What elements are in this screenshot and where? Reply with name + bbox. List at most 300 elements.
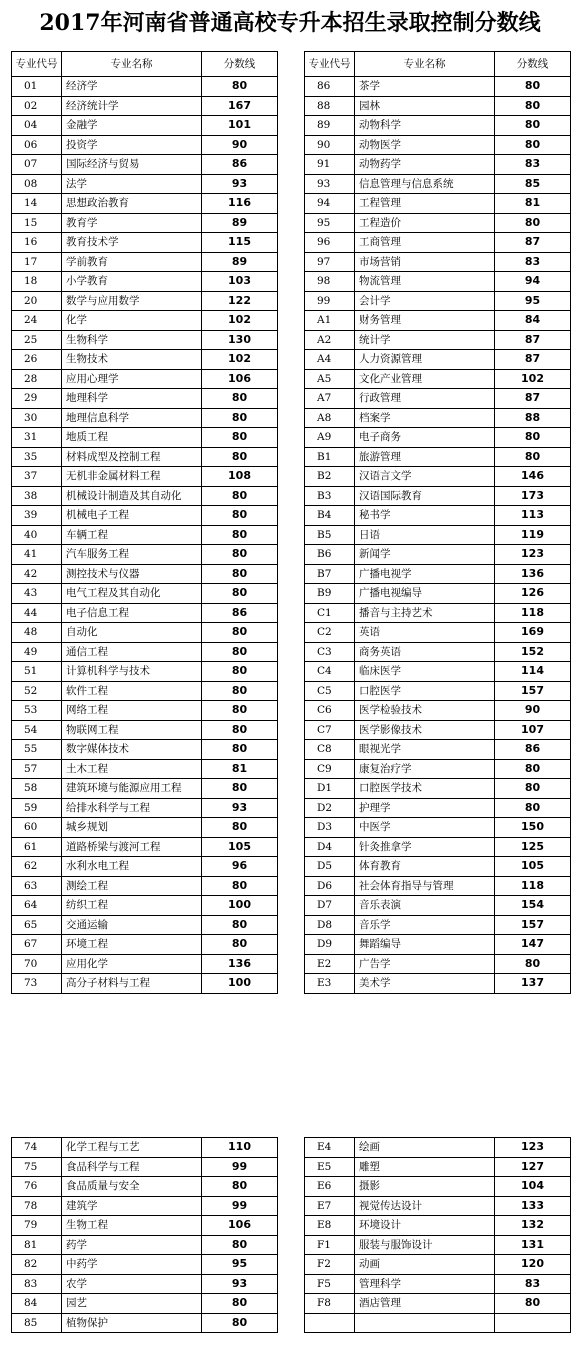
major-name-cell: 秘书学 [355, 506, 495, 526]
major-name-cell: 测绘工程 [62, 876, 202, 896]
page-title: 2017年河南省普通高校专升本招生录取控制分数线 [39, 10, 541, 36]
score-cell: 80 [202, 389, 278, 409]
score-cell: 80 [202, 408, 278, 428]
major-name-cell: 应用化学 [62, 954, 202, 974]
major-code-cell: B3 [305, 486, 355, 506]
score-cell: 80 [202, 1294, 278, 1314]
major-code-cell: 07 [12, 155, 62, 175]
table-row [12, 96, 278, 116]
table-row [305, 77, 571, 97]
major-code-cell: 64 [12, 896, 62, 916]
table-row [305, 116, 571, 136]
table-row [12, 369, 278, 389]
table-row [12, 486, 278, 506]
major-name-cell: 生物科学 [62, 330, 202, 350]
major-name-cell: 生物工程 [62, 1216, 202, 1236]
major-name-cell: 人力资源管理 [355, 350, 495, 370]
table-row [12, 798, 278, 818]
score-cell: 80 [202, 662, 278, 682]
major-name-cell: 计算机科学与技术 [62, 662, 202, 682]
score-cell: 127 [495, 1157, 571, 1177]
table-row [305, 720, 571, 740]
major-code-cell: F2 [305, 1255, 355, 1275]
major-name-cell: 工商管理 [355, 233, 495, 253]
score-cell: 147 [495, 935, 571, 955]
score-cell: 152 [495, 642, 571, 662]
major-name-cell: 食品科学与工程 [62, 1157, 202, 1177]
major-code-cell: 52 [12, 681, 62, 701]
table-row [12, 174, 278, 194]
score-cell: 125 [495, 837, 571, 857]
score-cell: 107 [495, 720, 571, 740]
major-name-cell: 环境设计 [355, 1216, 495, 1236]
major-code-cell: 55 [12, 740, 62, 760]
major-code-cell: B4 [305, 506, 355, 526]
major-name-cell: 工程造价 [355, 213, 495, 233]
major-name-cell: 思想政治教育 [62, 194, 202, 214]
major-code-cell: D9 [305, 935, 355, 955]
major-name-cell: 音乐表演 [355, 896, 495, 916]
table-row [305, 1157, 571, 1177]
score-cell: 115 [202, 233, 278, 253]
score-cell: 126 [495, 584, 571, 604]
table-row [12, 116, 278, 136]
major-name-cell: 地质工程 [62, 428, 202, 448]
table-row [305, 545, 571, 565]
major-name-cell: 广告学 [355, 954, 495, 974]
score-cell: 95 [202, 1255, 278, 1275]
major-code-cell: 44 [12, 603, 62, 623]
major-code-cell: F8 [305, 1294, 355, 1314]
score-cell: 80 [495, 779, 571, 799]
major-code-cell: 01 [12, 77, 62, 97]
score-cell: 80 [202, 720, 278, 740]
major-code-cell: 85 [12, 1313, 62, 1333]
score-cell: 81 [202, 759, 278, 779]
major-name-cell: 机械设计制造及其自动化 [62, 486, 202, 506]
major-code-cell: 04 [12, 116, 62, 136]
major-name-cell: 交通运输 [62, 915, 202, 935]
major-name-cell: 道路桥梁与渡河工程 [62, 837, 202, 857]
major-code-cell: 79 [12, 1216, 62, 1236]
score-cell: 87 [495, 389, 571, 409]
major-name-cell: 统计学 [355, 330, 495, 350]
major-code-cell: 61 [12, 837, 62, 857]
score-cell: 131 [495, 1235, 571, 1255]
score-cell: 80 [202, 935, 278, 955]
major-name-cell: 汉语言文学 [355, 467, 495, 487]
major-name-cell: 动物医学 [355, 135, 495, 155]
table-row [12, 233, 278, 253]
major-code-cell: 24 [12, 311, 62, 331]
table-row [12, 1157, 278, 1177]
score-cell: 86 [495, 740, 571, 760]
table-row [12, 584, 278, 604]
table-row [12, 506, 278, 526]
major-name-cell: 给排水科学与工程 [62, 798, 202, 818]
score-cell: 122 [202, 291, 278, 311]
table-row [305, 233, 571, 253]
major-code-cell: A9 [305, 428, 355, 448]
score-cell: 80 [495, 954, 571, 974]
score-table-right-top [304, 51, 571, 994]
major-name-cell: 中医学 [355, 818, 495, 838]
major-code-cell: C3 [305, 642, 355, 662]
major-code-cell: 59 [12, 798, 62, 818]
table-row [305, 350, 571, 370]
score-cell: 102 [495, 369, 571, 389]
table-row [305, 1313, 571, 1333]
major-code-cell: 15 [12, 213, 62, 233]
major-code-cell: 90 [305, 135, 355, 155]
table-row [305, 174, 571, 194]
table-row [305, 1294, 571, 1314]
score-cell: 157 [495, 915, 571, 935]
table-row [12, 389, 278, 409]
major-name-cell: 体育教育 [355, 857, 495, 877]
major-code-cell: 82 [12, 1255, 62, 1275]
table-row [305, 740, 571, 760]
table-row [12, 642, 278, 662]
header-name: 专业名称 [62, 52, 202, 77]
score-cell: 80 [495, 135, 571, 155]
score-table-left-bottom [11, 1137, 278, 1333]
major-code-cell: 17 [12, 252, 62, 272]
table-row [305, 369, 571, 389]
table-row [12, 272, 278, 292]
table-row [12, 623, 278, 643]
table-row [305, 155, 571, 175]
table-row [12, 1255, 278, 1275]
score-cell: 133 [495, 1196, 571, 1216]
major-code-cell: E8 [305, 1216, 355, 1236]
major-code-cell: 37 [12, 467, 62, 487]
major-code-cell: A8 [305, 408, 355, 428]
major-code-cell: 51 [12, 662, 62, 682]
major-name-cell: 法学 [62, 174, 202, 194]
table-row [12, 1196, 278, 1216]
table-row [305, 935, 571, 955]
major-name-cell: 小学教育 [62, 272, 202, 292]
major-code-cell: 20 [12, 291, 62, 311]
score-cell: 101 [202, 116, 278, 136]
score-cell: 99 [202, 1157, 278, 1177]
score-cell: 100 [202, 974, 278, 994]
table-row [305, 896, 571, 916]
score-cell: 146 [495, 467, 571, 487]
header-score: 分数线 [495, 52, 571, 77]
major-code-cell: D8 [305, 915, 355, 935]
major-code-cell: 96 [305, 233, 355, 253]
score-cell: 80 [202, 740, 278, 760]
table-row [12, 467, 278, 487]
score-cell: 80 [202, 1235, 278, 1255]
table-row [305, 506, 571, 526]
major-code-cell: D4 [305, 837, 355, 857]
score-cell: 114 [495, 662, 571, 682]
major-name-cell: 电子商务 [355, 428, 495, 448]
major-name-cell: 舞蹈编导 [355, 935, 495, 955]
table-row [12, 681, 278, 701]
major-name-cell: 教育学 [62, 213, 202, 233]
major-name-cell: 汉语国际教育 [355, 486, 495, 506]
table-row [12, 428, 278, 448]
score-cell: 80 [495, 428, 571, 448]
major-code-cell: D3 [305, 818, 355, 838]
major-code-cell: D5 [305, 857, 355, 877]
major-name-cell: 环境工程 [62, 935, 202, 955]
score-cell: 80 [202, 545, 278, 565]
table-row [12, 876, 278, 896]
score-cell: 80 [495, 798, 571, 818]
major-name-cell: 纺织工程 [62, 896, 202, 916]
major-name-cell: 音乐学 [355, 915, 495, 935]
score-cell: 80 [202, 486, 278, 506]
major-code-cell: 48 [12, 623, 62, 643]
major-name-cell: 材料成型及控制工程 [62, 447, 202, 467]
score-cell: 157 [495, 681, 571, 701]
major-name-cell: 商务英语 [355, 642, 495, 662]
major-code-cell: 26 [12, 350, 62, 370]
table-row [305, 915, 571, 935]
major-name-cell: 植物保护 [62, 1313, 202, 1333]
major-name-cell: 美术学 [355, 974, 495, 994]
major-code-cell: 86 [305, 77, 355, 97]
major-name-cell: 口腔医学 [355, 681, 495, 701]
score-table-left-top [11, 51, 278, 994]
major-code-cell: 67 [12, 935, 62, 955]
major-name-cell: 机械电子工程 [62, 506, 202, 526]
major-code-cell: 58 [12, 779, 62, 799]
major-name-cell: 经济学 [62, 77, 202, 97]
major-name-cell: 管理科学 [355, 1274, 495, 1294]
score-cell: 80 [202, 77, 278, 97]
major-code-cell: A5 [305, 369, 355, 389]
score-cell: 83 [495, 1274, 571, 1294]
score-cell: 80 [202, 584, 278, 604]
table-row [305, 954, 571, 974]
major-name-cell: 眼视光学 [355, 740, 495, 760]
major-code-cell: 63 [12, 876, 62, 896]
score-cell: 83 [495, 155, 571, 175]
table-row [305, 623, 571, 643]
table-row [12, 311, 278, 331]
table-row [305, 194, 571, 214]
major-name-cell: 数字媒体技术 [62, 740, 202, 760]
table-row [305, 252, 571, 272]
score-cell: 87 [495, 350, 571, 370]
table-row [305, 408, 571, 428]
table-row [12, 408, 278, 428]
score-cell: 167 [202, 96, 278, 116]
major-name-cell: 测控技术与仪器 [62, 564, 202, 584]
score-cell: 130 [202, 330, 278, 350]
major-code-cell: 78 [12, 1196, 62, 1216]
major-code-cell: 76 [12, 1177, 62, 1197]
major-name-cell: 行政管理 [355, 389, 495, 409]
score-cell: 80 [202, 525, 278, 545]
table-row [305, 974, 571, 994]
major-name-cell: 应用心理学 [62, 369, 202, 389]
major-code-cell: 83 [12, 1274, 62, 1294]
table-row [305, 662, 571, 682]
score-cell: 150 [495, 818, 571, 838]
major-name-cell: 车辆工程 [62, 525, 202, 545]
score-cell: 93 [202, 798, 278, 818]
major-name-cell: 农学 [62, 1274, 202, 1294]
score-cell: 86 [202, 603, 278, 623]
major-code-cell: 88 [305, 96, 355, 116]
table-row [12, 447, 278, 467]
major-name-cell: 建筑环境与能源应用工程 [62, 779, 202, 799]
table-row [12, 740, 278, 760]
table-row [12, 974, 278, 994]
score-cell: 80 [202, 428, 278, 448]
score-cell: 85 [495, 174, 571, 194]
score-cell: 90 [495, 701, 571, 721]
table-row [12, 1177, 278, 1197]
major-name-cell: 地理科学 [62, 389, 202, 409]
major-name-cell: 动物科学 [355, 116, 495, 136]
table-row [12, 954, 278, 974]
major-name-cell: 无机非金属材料工程 [62, 467, 202, 487]
score-cell: 94 [495, 272, 571, 292]
score-cell: 80 [202, 1177, 278, 1197]
major-name-cell: 茶学 [355, 77, 495, 97]
major-code-cell: 43 [12, 584, 62, 604]
major-code-cell: E6 [305, 1177, 355, 1197]
major-name-cell: 食品质量与安全 [62, 1177, 202, 1197]
major-code-cell: E3 [305, 974, 355, 994]
table-row [305, 213, 571, 233]
major-name-cell: 软件工程 [62, 681, 202, 701]
score-cell: 113 [495, 506, 571, 526]
major-code-cell: 75 [12, 1157, 62, 1177]
major-code-cell: 74 [12, 1138, 62, 1158]
major-code-cell: C4 [305, 662, 355, 682]
major-name-cell: 新闻学 [355, 545, 495, 565]
major-name-cell: 金融学 [62, 116, 202, 136]
major-code-cell [305, 1313, 355, 1333]
major-name-cell: 工程管理 [355, 194, 495, 214]
major-code-cell: A2 [305, 330, 355, 350]
major-code-cell: 91 [305, 155, 355, 175]
major-name-cell: 旅游管理 [355, 447, 495, 467]
major-name-cell: 土木工程 [62, 759, 202, 779]
major-name-cell: 广播电视学 [355, 564, 495, 584]
major-code-cell: 28 [12, 369, 62, 389]
major-code-cell: B5 [305, 525, 355, 545]
table-row [12, 935, 278, 955]
table-row [12, 213, 278, 233]
score-cell: 119 [495, 525, 571, 545]
major-code-cell: 39 [12, 506, 62, 526]
major-name-cell: 通信工程 [62, 642, 202, 662]
table-row [305, 311, 571, 331]
table-row [12, 525, 278, 545]
major-code-cell: 42 [12, 564, 62, 584]
score-cell: 93 [202, 1274, 278, 1294]
major-code-cell: 06 [12, 135, 62, 155]
major-name-cell: 地理信息科学 [62, 408, 202, 428]
score-cell: 86 [202, 155, 278, 175]
table-row [12, 350, 278, 370]
major-name-cell: 汽车服务工程 [62, 545, 202, 565]
table-row [305, 467, 571, 487]
score-cell: 104 [495, 1177, 571, 1197]
table-row [12, 1138, 278, 1158]
major-code-cell: E7 [305, 1196, 355, 1216]
score-cell: 102 [202, 350, 278, 370]
score-cell: 80 [202, 681, 278, 701]
major-code-cell: 73 [12, 974, 62, 994]
table-row [12, 564, 278, 584]
score-cell: 93 [202, 174, 278, 194]
major-code-cell: 41 [12, 545, 62, 565]
table-row [305, 818, 571, 838]
major-name-cell: 视觉传达设计 [355, 1196, 495, 1216]
major-name-cell [355, 1313, 495, 1333]
table-row [305, 584, 571, 604]
table-row [305, 447, 571, 467]
major-code-cell: B1 [305, 447, 355, 467]
major-name-cell: 电子信息工程 [62, 603, 202, 623]
score-cell: 80 [495, 77, 571, 97]
major-name-cell: 医学影像技术 [355, 720, 495, 740]
table-row [305, 701, 571, 721]
score-cell: 80 [202, 623, 278, 643]
major-code-cell: C5 [305, 681, 355, 701]
header-score: 分数线 [202, 52, 278, 77]
major-code-cell: 49 [12, 642, 62, 662]
score-cell: 132 [495, 1216, 571, 1236]
score-cell: 80 [202, 876, 278, 896]
score-cell: 80 [202, 1313, 278, 1333]
major-code-cell: C8 [305, 740, 355, 760]
major-name-cell: 教育技术学 [62, 233, 202, 253]
table-row [12, 330, 278, 350]
major-code-cell: 40 [12, 525, 62, 545]
table-row [12, 779, 278, 799]
table-row [12, 1274, 278, 1294]
major-name-cell: 城乡规划 [62, 818, 202, 838]
score-cell: 80 [202, 779, 278, 799]
table-row [12, 155, 278, 175]
table-row [305, 1138, 571, 1158]
major-code-cell: C1 [305, 603, 355, 623]
score-cell: 116 [202, 194, 278, 214]
major-name-cell: 会计学 [355, 291, 495, 311]
score-cell: 100 [202, 896, 278, 916]
table-row [305, 779, 571, 799]
major-code-cell: 60 [12, 818, 62, 838]
major-code-cell: 84 [12, 1294, 62, 1314]
major-name-cell: 动画 [355, 1255, 495, 1275]
major-code-cell: 99 [305, 291, 355, 311]
score-cell: 87 [495, 330, 571, 350]
major-code-cell: 94 [305, 194, 355, 214]
table-row [305, 876, 571, 896]
major-code-cell: B9 [305, 584, 355, 604]
score-cell: 169 [495, 623, 571, 643]
major-code-cell: 70 [12, 954, 62, 974]
score-cell: 154 [495, 896, 571, 916]
major-name-cell: 针灸推拿学 [355, 837, 495, 857]
score-cell: 99 [202, 1196, 278, 1216]
major-code-cell: 62 [12, 857, 62, 877]
score-cell: 80 [202, 818, 278, 838]
major-name-cell: 经济统计学 [62, 96, 202, 116]
